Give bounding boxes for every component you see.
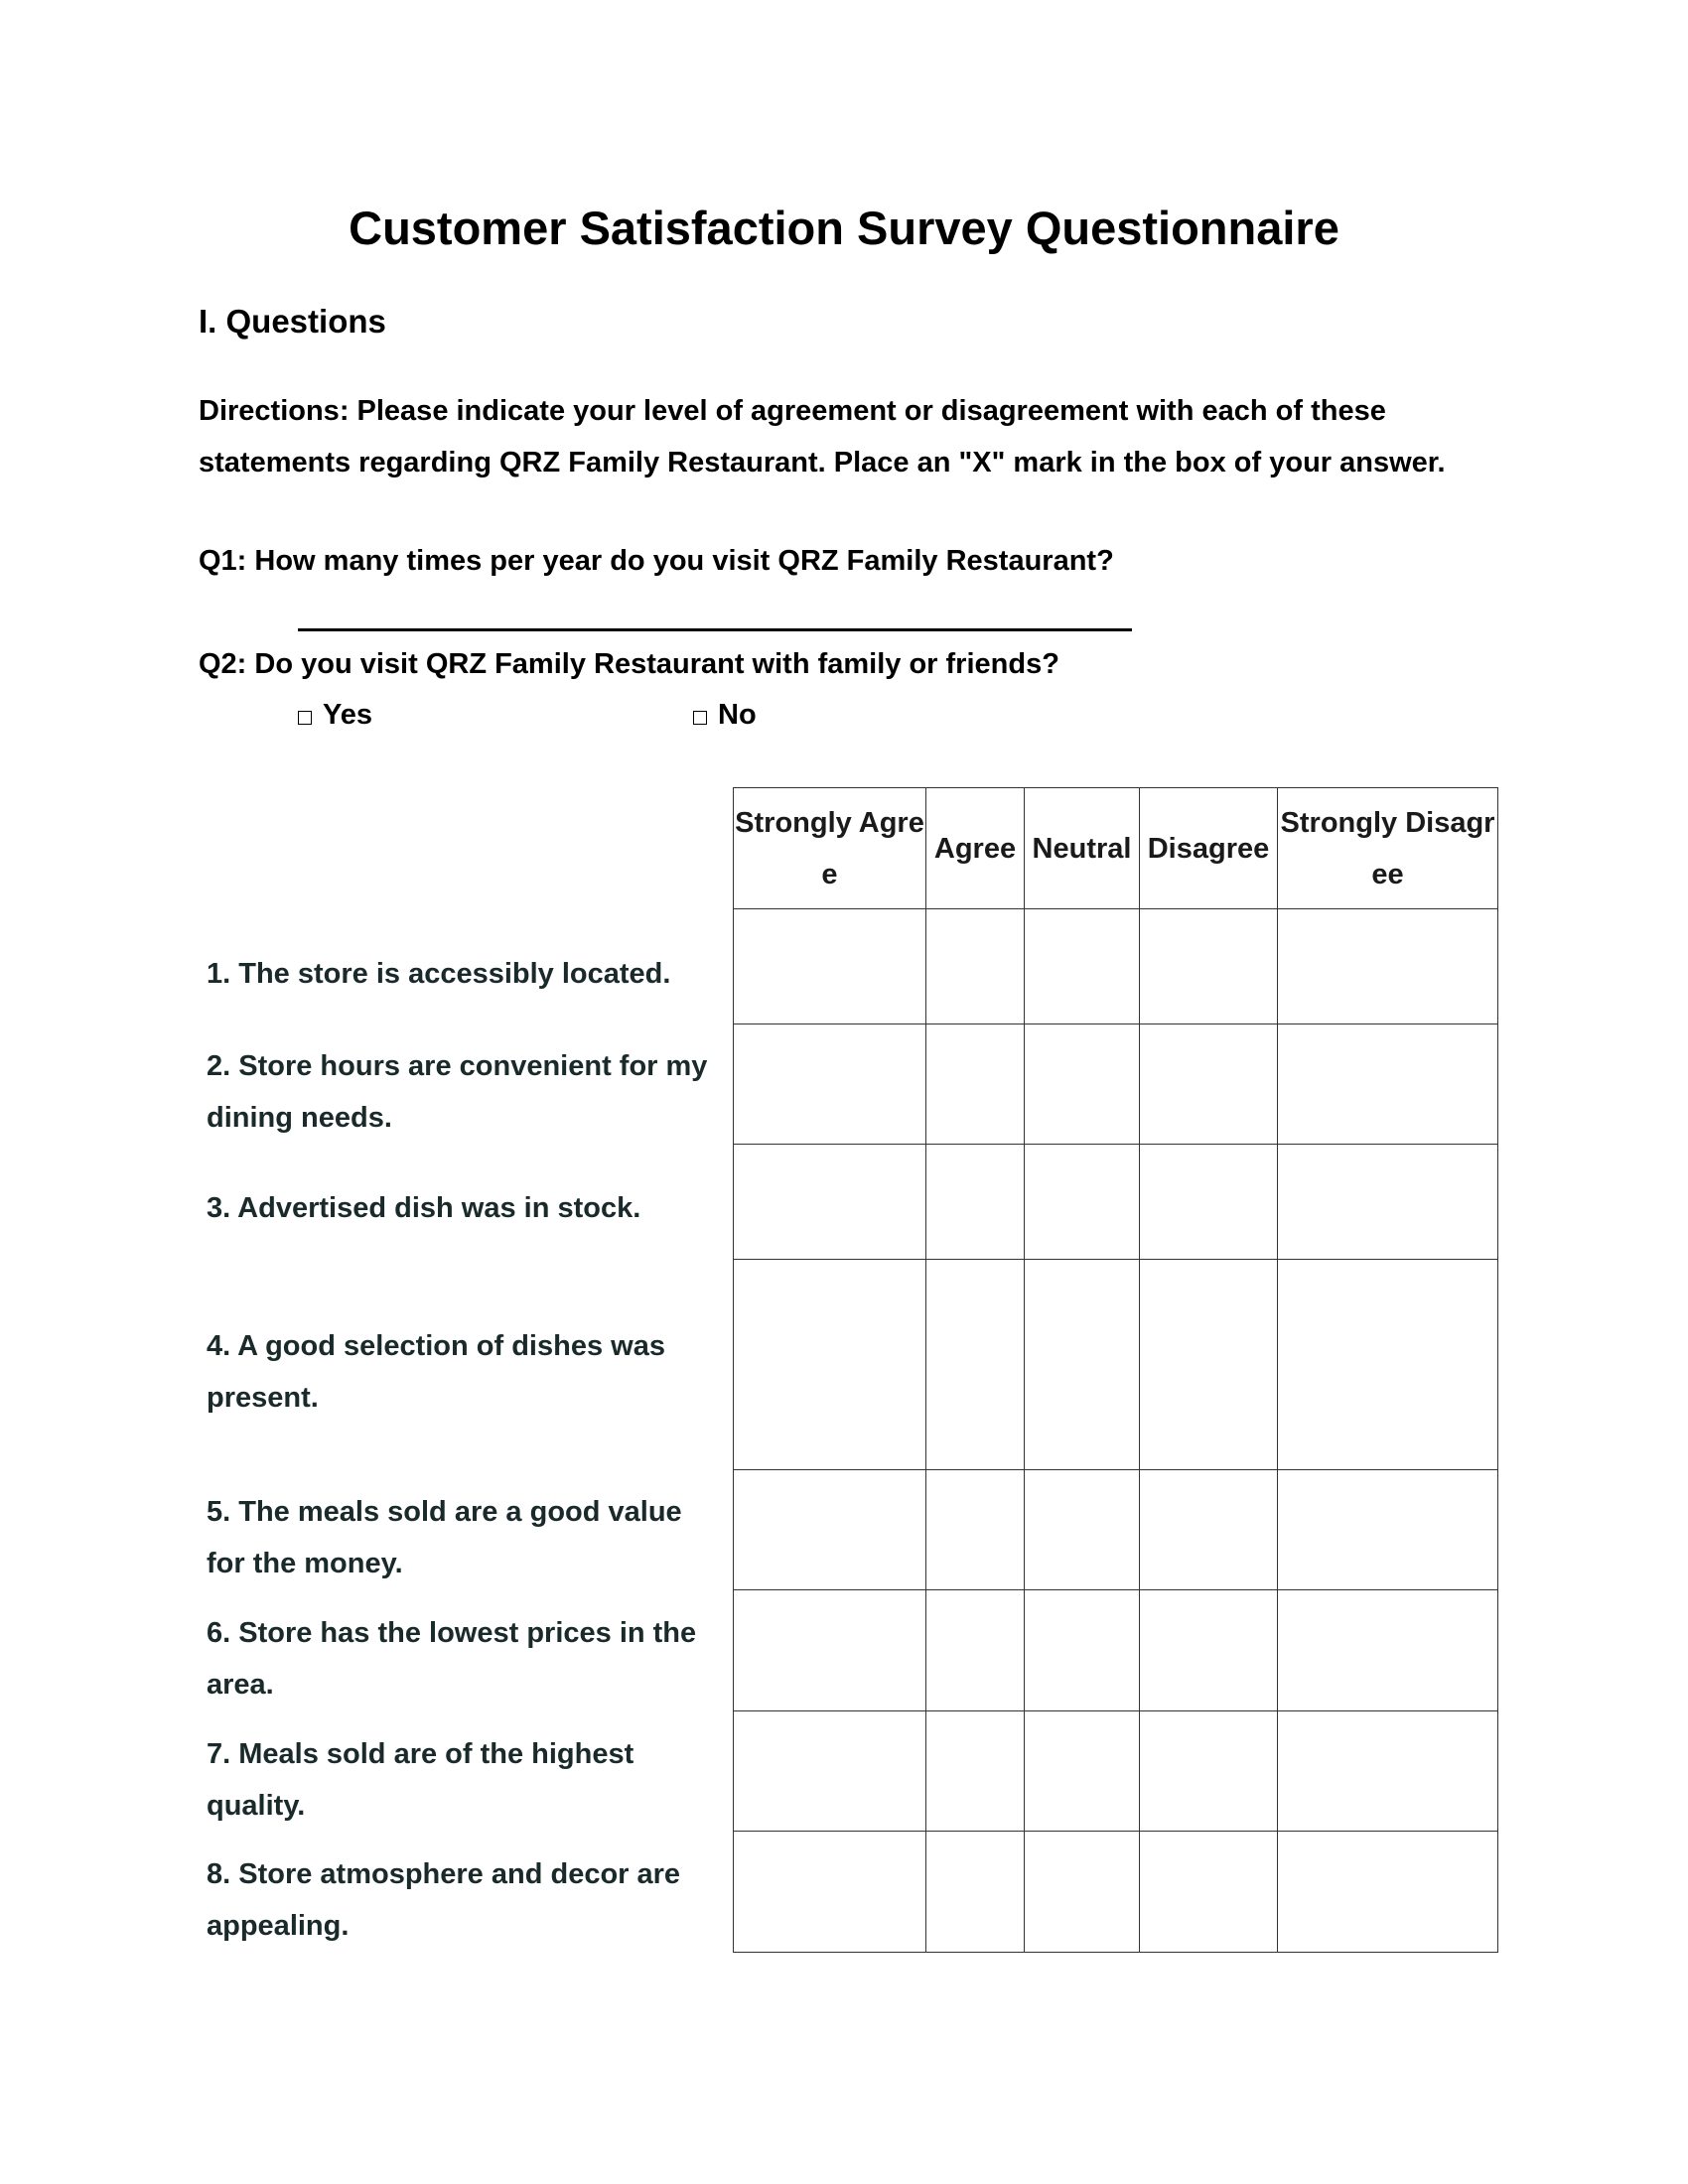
answer-cell-neutral[interactable]: [1025, 909, 1140, 1024]
rating-row: [734, 909, 1498, 1024]
answer-cell-strongly-disagree[interactable]: [1278, 1024, 1498, 1145]
answer-cell-agree[interactable]: [926, 1470, 1025, 1590]
answer-cell-strongly-disagree[interactable]: [1278, 1832, 1498, 1953]
answer-cell-strongly-disagree[interactable]: [1278, 1260, 1498, 1470]
answer-cell-agree[interactable]: [926, 909, 1025, 1024]
column-header-strongly-agree: Strongly Agree: [734, 788, 926, 909]
survey-title: Customer Satisfaction Survey Questionnaire: [349, 202, 1339, 254]
answer-cell-agree[interactable]: [926, 1832, 1025, 1953]
answer-cell-strongly-disagree[interactable]: [1278, 1470, 1498, 1590]
answer-cell-neutral[interactable]: [1025, 1145, 1140, 1260]
answer-cell-agree[interactable]: [926, 1260, 1025, 1470]
answer-cell-neutral[interactable]: [1025, 1470, 1140, 1590]
answer-cell-neutral[interactable]: [1025, 1260, 1140, 1470]
answer-cell-agree[interactable]: [926, 1590, 1025, 1711]
answer-cell-disagree[interactable]: [1140, 1260, 1278, 1470]
answer-cell-agree[interactable]: [926, 1145, 1025, 1260]
option-yes[interactable]: [298, 695, 372, 735]
rating-row: [734, 1832, 1498, 1953]
answer-cell-strongly-agree[interactable]: [734, 1832, 926, 1953]
rating-header-row: [734, 788, 1498, 909]
answer-cell-strongly-agree[interactable]: [734, 909, 926, 1024]
answer-cell-strongly-disagree[interactable]: [1278, 1145, 1498, 1260]
answer-cell-strongly-agree[interactable]: [734, 1260, 926, 1470]
rating-row: [734, 1145, 1498, 1260]
answer-cell-disagree[interactable]: [1140, 1832, 1278, 1953]
checkbox-icon[interactable]: [693, 711, 707, 725]
answer-cell-disagree[interactable]: [1140, 1145, 1278, 1260]
answer-cell-strongly-agree[interactable]: [734, 1024, 926, 1145]
rating-grid: [733, 787, 1498, 1953]
rating-row: [734, 1260, 1498, 1470]
answer-cell-disagree[interactable]: [1140, 1024, 1278, 1145]
section-heading: I. Questions: [199, 303, 386, 340]
answer-cell-neutral[interactable]: [1025, 1024, 1140, 1145]
statement-1: 1. The store is accessibly located.: [207, 958, 671, 990]
answer-cell-strongly-agree[interactable]: [734, 1590, 926, 1711]
statement-4: 4. A good selection of dishes was present.: [207, 1330, 665, 1414]
answer-cell-disagree[interactable]: [1140, 1711, 1278, 1832]
statement-2: 2. Store hours are convenient for my dining needs.: [207, 1050, 708, 1134]
checkbox-icon[interactable]: [298, 711, 312, 725]
option-yes-label: Yes: [323, 699, 372, 731]
answer-cell-neutral[interactable]: [1025, 1711, 1140, 1832]
column-header-neutral: Neutral: [1025, 788, 1140, 909]
question-1-text: Q1: How many times per year do you visit QRZ Family Restaurant?: [199, 545, 1114, 577]
answer-cell-strongly-agree[interactable]: [734, 1145, 926, 1260]
column-header-disagree: Disagree: [1140, 788, 1278, 909]
rating-row: [734, 1024, 1498, 1145]
answer-cell-strongly-disagree[interactable]: [1278, 1590, 1498, 1711]
rating-row: [734, 1711, 1498, 1832]
statement-7: 7. Meals sold are of the highest quality.: [207, 1738, 634, 1822]
answer-cell-strongly-agree[interactable]: [734, 1470, 926, 1590]
answer-cell-strongly-agree[interactable]: [734, 1711, 926, 1832]
question-1-answer-line[interactable]: [298, 628, 1132, 631]
statement-3: 3. Advertised dish was in stock.: [207, 1192, 641, 1224]
question-2-text: Q2: Do you visit QRZ Family Restaurant with family or friends?: [199, 648, 1059, 680]
answer-cell-agree[interactable]: [926, 1024, 1025, 1145]
answer-cell-neutral[interactable]: [1025, 1590, 1140, 1711]
column-header-agree: Agree: [926, 788, 1025, 909]
answer-cell-agree[interactable]: [926, 1711, 1025, 1832]
statement-8: 8. Store atmosphere and decor are appealing.: [207, 1858, 681, 1942]
answer-cell-disagree[interactable]: [1140, 909, 1278, 1024]
column-header-strongly-disagree: Strongly Disagree: [1278, 788, 1498, 909]
answer-cell-strongly-disagree[interactable]: [1278, 909, 1498, 1024]
answer-cell-neutral[interactable]: [1025, 1832, 1140, 1953]
answer-cell-disagree[interactable]: [1140, 1590, 1278, 1711]
answer-cell-disagree[interactable]: [1140, 1470, 1278, 1590]
answer-cell-strongly-disagree[interactable]: [1278, 1711, 1498, 1832]
statement-6: 6. Store has the lowest prices in the area.: [207, 1617, 697, 1701]
rating-row: [734, 1470, 1498, 1590]
option-no[interactable]: [693, 695, 757, 735]
statement-5: 5. The meals sold are a good value for the money.: [207, 1496, 682, 1579]
option-no-label: No: [718, 699, 757, 731]
rating-row: [734, 1590, 1498, 1711]
directions-text: Directions: Please indicate your level of agreement or disagreement with each of these statements regarding QRZ Family Restaurant. Place an "X" mark in the box of your answer.: [199, 395, 1446, 478]
